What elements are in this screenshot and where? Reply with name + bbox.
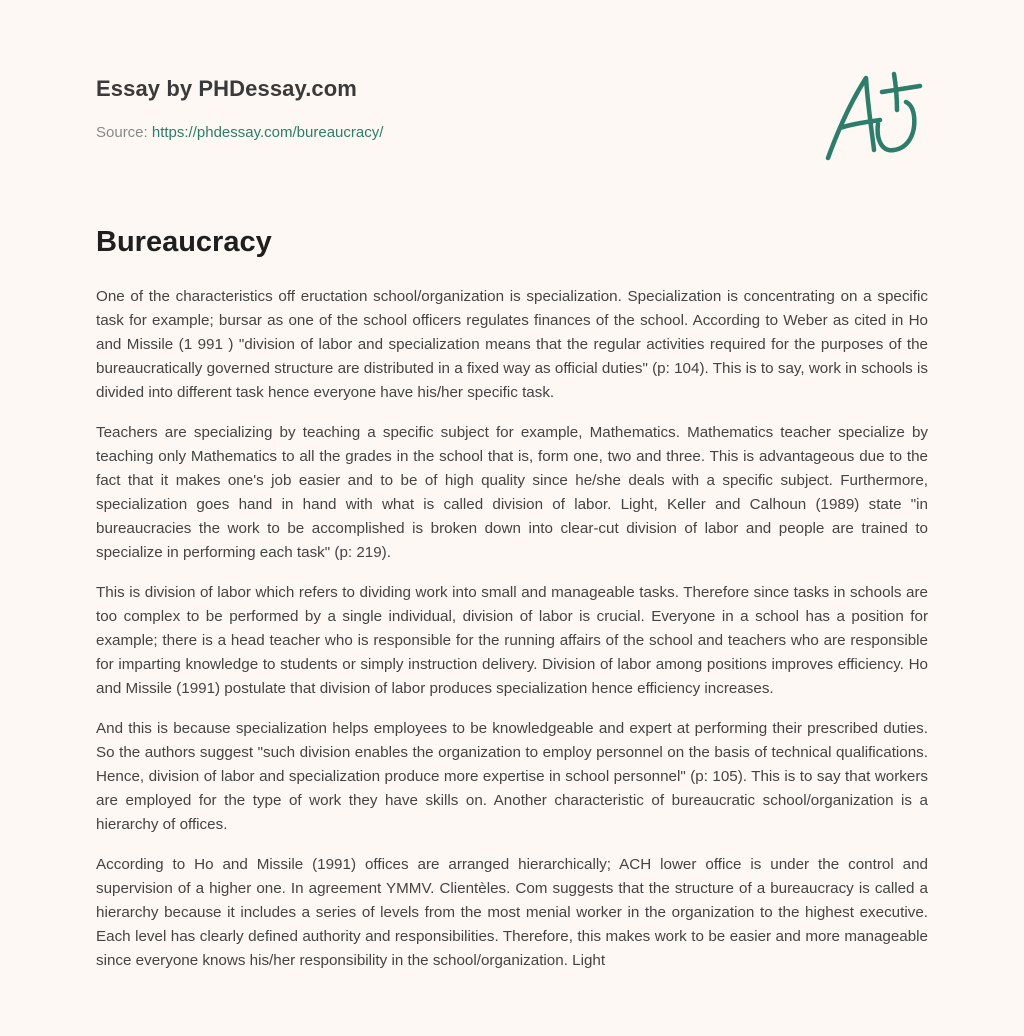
source-label: Source: [96, 124, 152, 141]
a-plus-grade-icon [822, 68, 928, 164]
essay-body [96, 285, 928, 989]
paragraph: This is division of labor which refers to dividing work into small and manageable tasks. Therefore since tasks in schools are too complex to be performed by a single individual, division of labor is crucial. Everyone in a school has a position for example; there is a head teacher who is responsible for the running affairs of the school and teachers who are responsible for imparting knowledge to students or simply instruction delivery. Division of labor among positions improves efficiency. Ho and Missile (1991) postulate that division of labor produces specialization hence efficiency increases. [96, 584, 928, 697]
document-title: Bureaucracy [96, 226, 272, 258]
paragraph: And this is because specialization helps employees to be knowledgeable and expert at performing their prescribed duties. So the authors suggest "such division enables the organization to employ personnel on the basis of technical qualifications. Hence, division of labor and specialization produce more expertise in school personnel" (p: 105). This is to say that workers are employed for the type of work they have skills on. Another characteristic of bureaucratic school/organization is a hierarchy of offices. [96, 720, 928, 833]
paragraph: One of the characteristics off eructation school/organization is specialization. Specialization is concentrating on a specific task for example; bursar as one of the school officers regulates finances of the school. According to Weber as cited in Ho and Missile (1 991 ) "division of labor and specialization means that the regular activities required for the purposes of the bureaucratically governed structure are distributed in a fixed way as official duties" (p: 104). This is to say, work in schools is divided into different task hence everyone have his/her specific task. [96, 288, 928, 401]
source-line [96, 124, 383, 141]
source-link[interactable]: https://phdessay.com/bureaucracy/ [151, 124, 384, 141]
site-title: Essay by PHDessay.com [96, 76, 357, 101]
paragraph: Teachers are specializing by teaching a specific subject for example, Mathematics. Mathematics teacher specialize by teaching only Mathematics to all the grades in the school that is, form one, two and three. This is advantageous due to the fact that it makes one's job easier and to be of high quality since he/she deals with a specific subject. Furthermore, specialization goes hand in hand with what is called division of labor. Light, Keller and Calhoun (1989) state "in bureaucracies the work to be accomplished is broken down into clear-cut division of labor and people are trained to specialize in performing each task" (p: 219). [96, 424, 928, 561]
paragraph: According to Ho and Missile (1991) offices are arranged hierarchically; ACH lower office is under the control and supervision of a higher one. In agreement YMMV. Clientèles. Com suggests that the structure of a bureaucracy is called a hierarchy because it includes a series of levels from the most menial worker in the organization to the highest executive. Each level has clearly defined authority and responsibilities. Therefore, this makes work to be easier and more manageable since everyone knows his/her responsibility in the school/organization. Light [96, 856, 928, 969]
